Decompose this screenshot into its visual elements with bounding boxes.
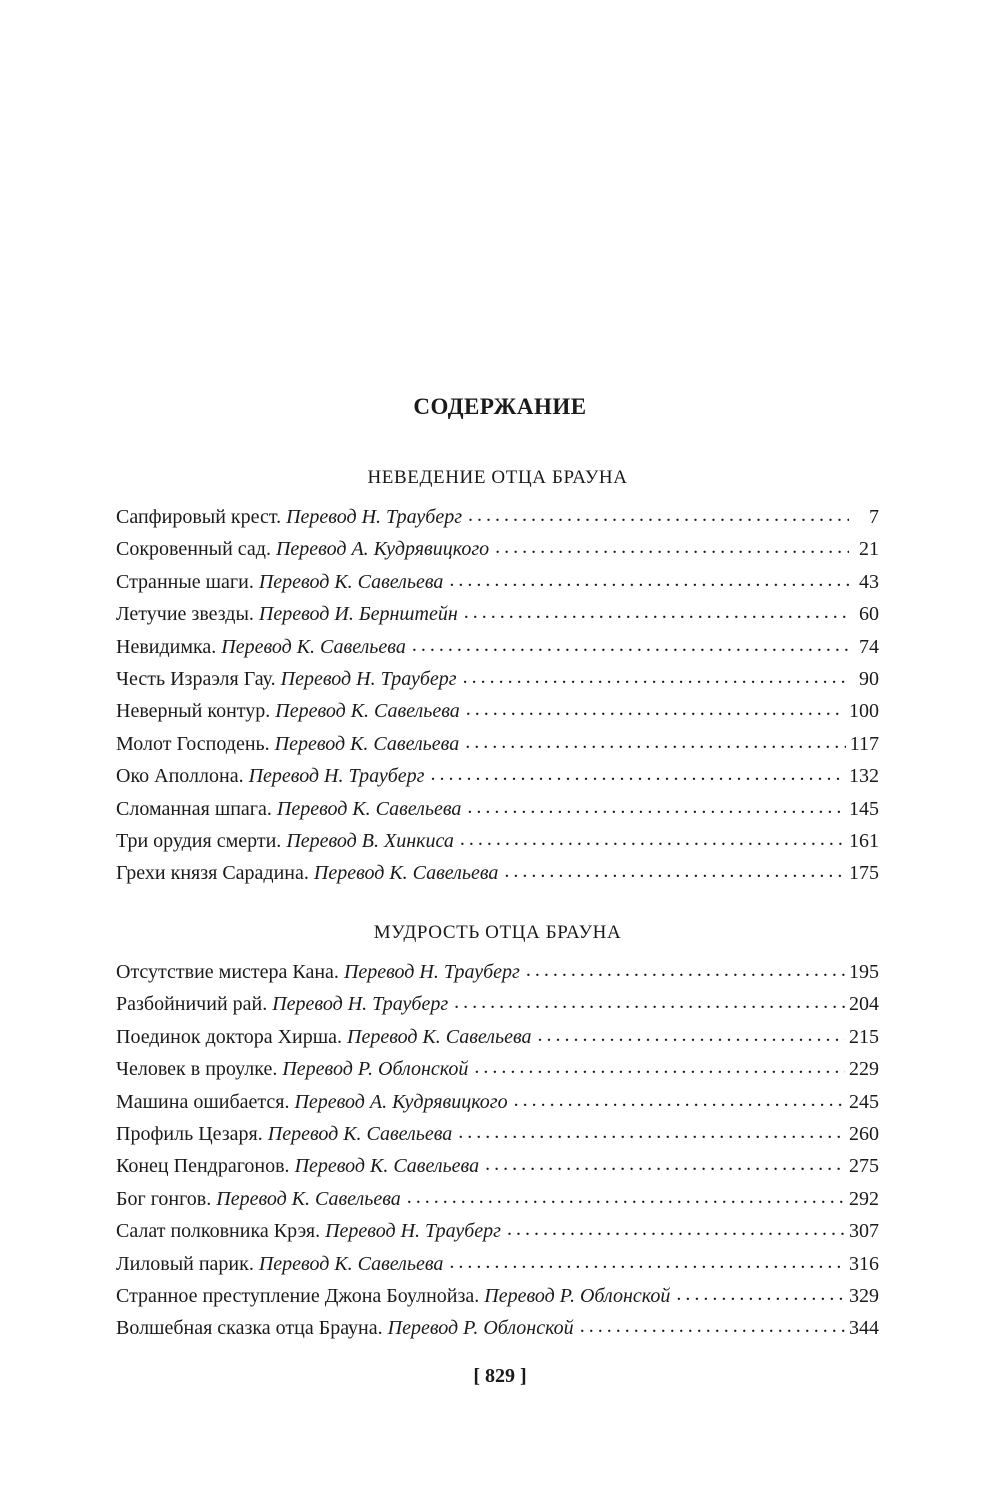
translator-credit: Перевод Н. Трауберг [280, 667, 457, 690]
translator-credit: Перевод К. Савельева [276, 797, 462, 820]
toc-entry[interactable] [116, 1215, 879, 1247]
story-title: Странное преступление Джона Боулнойза. [116, 1284, 480, 1307]
page-ref: 7 [869, 506, 879, 528]
section-heading: МУДРОСТЬ ОТЦА БРАУНА [373, 922, 622, 943]
translator-credit: Перевод К. Савельева [313, 862, 499, 885]
translator-credit: Перевод И. Бернштейн [258, 603, 458, 626]
toc-entry[interactable] [116, 956, 879, 988]
story-title: Отсутствие мистера Кана. [116, 961, 339, 983]
page-ref: 100 [849, 700, 879, 723]
dot-leader [465, 726, 846, 758]
translator-credit: Перевод Р. Облонской [282, 1058, 469, 1081]
page-ref: 275 [849, 1155, 879, 1178]
translator-credit: Перевод Н. Трауберг [343, 961, 520, 983]
translator-credit: Перевод В. Хинкиса [286, 829, 454, 852]
dot-leader [467, 791, 845, 823]
toc-entry[interactable] [116, 663, 879, 695]
page-ref: 117 [849, 732, 879, 755]
story-title: Бог гонгов. [116, 1187, 212, 1210]
page-ref: 215 [849, 1025, 879, 1048]
story-title: Лиловый парик. [116, 1252, 254, 1275]
dot-leader [580, 1310, 845, 1342]
page-number: [ 829 ] [473, 1365, 527, 1387]
dot-leader [407, 1181, 845, 1213]
translator-credit: Перевод К. Савельева [294, 1155, 480, 1178]
toc-entry[interactable] [116, 1150, 879, 1182]
toc-entry[interactable] [116, 1280, 879, 1312]
toc-section [116, 463, 879, 890]
dot-leader [463, 661, 849, 693]
story-title: Человек в проулке. [116, 1058, 278, 1081]
toc-entry[interactable] [116, 988, 879, 1020]
translator-credit: Перевод К. Савельева [267, 1122, 453, 1145]
page-ref: 329 [849, 1284, 879, 1307]
story-title: Неверный контур. [116, 700, 271, 723]
dot-leader [430, 758, 845, 790]
story-title: Волшебная сказка отца Брауна. [116, 1317, 383, 1340]
toc-entry[interactable] [116, 1021, 879, 1053]
page-ref: 175 [849, 862, 879, 885]
translator-credit: Перевод Н. Трауберг [248, 765, 425, 788]
translator-credit: Перевод А. Кудрявицкого [275, 538, 490, 561]
toc-section [116, 918, 879, 1345]
story-title: Око Аполлона. [116, 765, 244, 788]
dot-leader [454, 986, 845, 1018]
dot-leader [526, 954, 845, 986]
translator-credit: Перевод А. Кудрявицкого [294, 1090, 508, 1113]
page-ref: 21 [859, 538, 879, 561]
dot-leader [466, 693, 845, 725]
translator-credit: Перевод К. Савельева [258, 1252, 444, 1275]
toc-entry[interactable] [116, 533, 879, 565]
translator-credit: Перевод Н. Трауберг [272, 993, 449, 1016]
story-title: Конец Пендрагонов. [116, 1155, 290, 1178]
translator-credit: Перевод К. Савельева [275, 700, 460, 723]
toc-list [116, 501, 879, 890]
translator-credit: Перевод К. Савельева [258, 570, 444, 593]
page-ref: 260 [849, 1122, 879, 1145]
page-ref: 132 [849, 765, 879, 788]
toc-entry[interactable] [116, 631, 879, 663]
story-title: Поединок доктора Хирша. [116, 1025, 343, 1048]
dot-leader [676, 1278, 845, 1310]
translator-credit: Перевод Н. Трауберг [325, 1220, 501, 1243]
dot-leader [495, 531, 849, 563]
dot-leader [458, 1116, 845, 1148]
page-ref: 307 [849, 1220, 879, 1243]
toc-entry[interactable] [116, 1118, 879, 1150]
toc-entry[interactable] [116, 1053, 879, 1085]
story-title: Молот Господень. [116, 732, 270, 755]
translator-credit: Перевод К. Савельева [274, 732, 460, 755]
page-ref: 204 [849, 993, 879, 1016]
toc-entry[interactable] [116, 857, 879, 889]
dot-leader [468, 499, 849, 531]
translator-credit: Перевод Р. Облонской [387, 1317, 574, 1340]
page-ref: 60 [859, 603, 879, 626]
dot-leader [538, 1019, 845, 1051]
toc-entry[interactable] [116, 598, 879, 630]
dot-leader [449, 564, 849, 596]
story-title: Невидимка. [116, 635, 217, 658]
story-title: Летучие звезды. [116, 603, 254, 626]
dot-leader [460, 823, 845, 855]
translator-credit: Перевод К. Савельева [216, 1187, 401, 1210]
page-ref: 316 [849, 1252, 879, 1275]
story-title: Сломанная шпага. [116, 797, 272, 820]
translator-credit: Перевод Н. Трауберг [286, 506, 462, 528]
toc-entry[interactable] [116, 1183, 879, 1215]
page-title: СОДЕРЖАНИЕ [413, 394, 587, 419]
toc-entry[interactable] [116, 566, 879, 598]
dot-leader [507, 1213, 845, 1245]
toc-entry[interactable] [116, 501, 879, 533]
page-ref: 43 [859, 570, 879, 593]
toc-entry[interactable] [116, 728, 879, 760]
story-title: Сапфировый крест. [116, 506, 282, 528]
translator-credit: Перевод К. Савельева [347, 1025, 532, 1048]
page-ref: 229 [849, 1058, 879, 1081]
dot-leader [449, 1246, 845, 1278]
story-title: Машина ошибается. [116, 1090, 290, 1113]
toc-entry[interactable] [116, 825, 879, 857]
story-title: Сокровенный сад. [116, 538, 271, 561]
story-title: Разбойничий рай. [116, 993, 268, 1016]
translator-credit: Перевод К. Савельева [221, 635, 406, 658]
toc-entry[interactable] [116, 1312, 879, 1344]
toc-entry[interactable] [116, 793, 879, 825]
dot-leader [504, 855, 845, 887]
page-ref: 344 [849, 1317, 879, 1340]
translator-credit: Перевод Р. Облонской [484, 1284, 671, 1307]
section-heading: НЕВЕДЕНИЕ ОТЦА БРАУНА [367, 467, 628, 488]
toc-entry[interactable] [116, 760, 879, 792]
page-ref: 245 [849, 1090, 879, 1113]
page-ref: 74 [859, 635, 879, 658]
page-ref: 145 [849, 797, 879, 820]
story-title: Три орудия смерти. [116, 829, 282, 852]
toc-entry[interactable] [116, 1086, 879, 1118]
page-ref: 292 [849, 1187, 879, 1210]
story-title: Профиль Цезаря. [116, 1122, 263, 1145]
toc-list [116, 956, 879, 1345]
story-title: Грехи князя Сарадина. [116, 862, 309, 885]
story-title: Странные шаги. [116, 570, 254, 593]
dot-leader [474, 1051, 845, 1083]
dot-leader [464, 596, 849, 628]
page-ref: 90 [859, 667, 879, 690]
story-title: Салат полковника Крэя. [116, 1220, 321, 1243]
story-title: Честь Израэля Гау. [116, 667, 276, 690]
page-ref: 161 [849, 829, 879, 852]
page-ref: 195 [849, 961, 879, 983]
toc-entry[interactable] [116, 695, 879, 727]
dot-leader [485, 1148, 845, 1180]
dot-leader [514, 1084, 845, 1116]
dot-leader [412, 629, 849, 661]
toc-entry[interactable] [116, 1248, 879, 1280]
